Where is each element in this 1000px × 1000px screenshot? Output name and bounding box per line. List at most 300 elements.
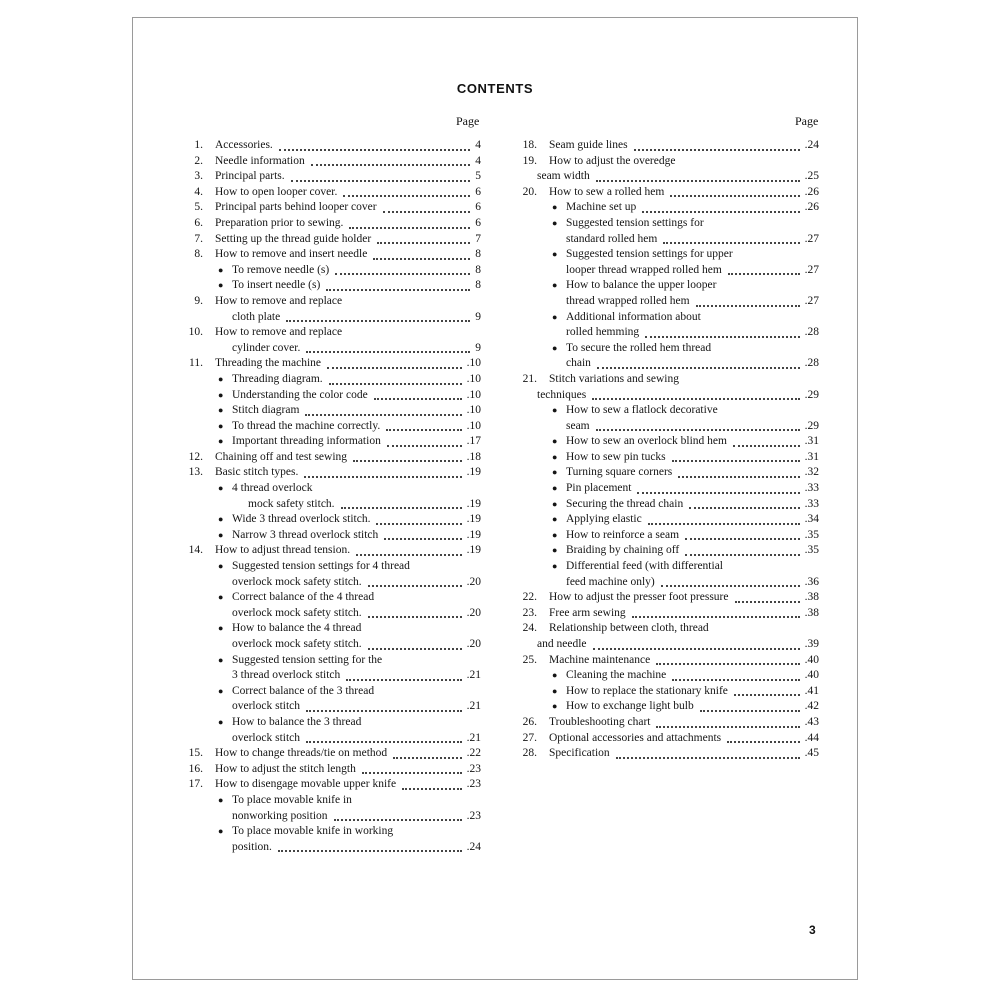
bullet-icon: ●	[218, 436, 224, 447]
dot-leader	[696, 305, 800, 307]
bullet-icon: ●	[218, 514, 224, 525]
toc-entry	[519, 216, 819, 232]
toc-entry-title: How to reinforce a seam	[566, 528, 680, 541]
toc-entry-title: seam width	[537, 170, 590, 183]
toc-entry	[185, 169, 481, 185]
bullet-icon: ●	[552, 311, 558, 322]
dot-leader	[346, 679, 462, 681]
toc-entry	[519, 481, 819, 497]
toc-entry	[185, 746, 481, 762]
toc-entry	[519, 247, 819, 263]
toc-entry-title: Seam guide lines	[549, 139, 628, 151]
toc-entry	[185, 356, 481, 372]
toc-entry	[519, 294, 819, 310]
bullet-icon: ●	[552, 217, 558, 228]
toc-entry-title: thread wrapped rolled hem	[566, 294, 690, 307]
dot-leader	[362, 772, 462, 774]
toc-entry	[185, 232, 481, 248]
toc-entry-page: 6	[474, 200, 481, 216]
toc-entry-page: 5	[474, 169, 481, 185]
toc-entry-title: How to remove and replace	[215, 294, 343, 307]
toc-entry-title: How to balance the 3 thread	[232, 715, 362, 728]
toc-entry-title: Setting up the thread guide holder	[215, 232, 372, 245]
toc-entry-title: overlock mock safety stitch.	[232, 575, 362, 588]
bullet-icon: ●	[552, 280, 558, 291]
toc-entry-number: 12.	[188, 450, 203, 463]
toc-entry-title: Troubleshooting chart	[549, 715, 651, 728]
toc-entry-page: 4	[474, 154, 481, 170]
toc-entry-title: How to balance the upper looper	[566, 279, 717, 292]
dot-leader	[374, 398, 462, 400]
toc-entry	[519, 154, 819, 170]
toc-entry-page: .27	[804, 294, 819, 310]
toc-entry	[185, 200, 481, 216]
toc-entry	[519, 497, 819, 513]
toc-entry-page: .23	[466, 762, 481, 778]
toc-entry-title: Stitch variations and sewing	[549, 372, 679, 385]
toc-entry-page: .31	[804, 450, 819, 466]
toc-entry	[519, 668, 819, 684]
toc-entry-title: Accessories.	[215, 139, 273, 151]
dot-leader	[343, 195, 470, 197]
bullet-icon: ●	[552, 701, 558, 712]
bullet-icon: ●	[552, 249, 558, 260]
toc-entry-title: cylinder cover.	[232, 341, 301, 354]
toc-entry-page: 8	[474, 247, 481, 263]
dot-leader	[376, 523, 462, 525]
toc-entry-number: 16.	[188, 762, 203, 775]
toc-entry	[519, 372, 819, 388]
toc-entry-number: 19.	[522, 154, 537, 167]
toc-entry-page: .39	[804, 637, 819, 653]
toc-entry	[185, 419, 481, 435]
toc-entry-title: Threading the machine	[215, 357, 322, 370]
toc-entry-page: .17	[466, 434, 481, 450]
toc-entry-title: Differential feed (with differential	[566, 560, 723, 573]
toc-entry-title: How to sew a flatlock decorative	[566, 404, 718, 417]
toc-entry	[185, 341, 481, 357]
toc-entry-number: 5.	[194, 201, 203, 214]
toc-entry-title: Relationship between cloth, thread	[549, 622, 709, 635]
toc-entry-title: To thread the machine correctly.	[232, 419, 381, 432]
toc-entry-number: 28.	[522, 747, 537, 760]
dot-leader	[304, 476, 462, 478]
toc-entry-page: 6	[474, 185, 481, 201]
toc-entry-title: To place movable knife in working	[232, 825, 394, 838]
dot-leader	[685, 554, 800, 556]
toc-entry	[185, 481, 481, 497]
toc-entry-number: 13.	[188, 466, 203, 479]
bullet-icon: ●	[552, 202, 558, 213]
toc-entry-page: .21	[466, 731, 481, 747]
dot-leader	[596, 180, 800, 182]
toc-entry	[185, 809, 481, 825]
dot-leader	[616, 757, 800, 759]
toc-entry-page: 6	[474, 216, 481, 232]
dot-leader	[656, 726, 800, 728]
dot-leader	[353, 460, 462, 462]
toc-entry-title: overlock mock safety stitch.	[232, 638, 362, 650]
page-column-header-left: Page	[456, 114, 480, 128]
toc-entry	[185, 278, 481, 294]
toc-entry-page: .24	[804, 138, 819, 154]
bullet-icon: ●	[552, 561, 558, 572]
toc-entry	[185, 372, 481, 388]
dot-leader	[689, 507, 800, 509]
toc-entry	[519, 200, 819, 216]
toc-entry-page: .10	[466, 403, 481, 419]
toc-entry	[519, 559, 819, 575]
toc-entry	[185, 263, 481, 279]
toc-entry	[185, 637, 481, 653]
toc-entry-page: 8	[474, 263, 481, 279]
bullet-icon: ●	[552, 467, 558, 478]
bullet-icon: ●	[218, 826, 224, 837]
dot-leader	[306, 741, 462, 743]
toc-entry	[519, 356, 819, 372]
toc-entry-page: 7	[474, 232, 481, 248]
toc-entry	[185, 138, 481, 154]
toc-entry-page: .25	[804, 169, 819, 185]
dot-leader	[735, 601, 800, 603]
toc-entry	[519, 325, 819, 341]
toc-entry	[519, 746, 819, 762]
toc-entry	[185, 528, 481, 544]
toc-entry	[519, 684, 819, 700]
bullet-icon: ●	[552, 498, 558, 509]
bullet-icon: ●	[552, 685, 558, 696]
toc-entry	[185, 621, 481, 637]
dot-leader	[402, 788, 462, 790]
toc-entry-title: How to change threads/tie on method	[215, 747, 388, 760]
toc-entry-page: .43	[804, 715, 819, 731]
toc-entry-page: .40	[804, 653, 819, 669]
toc-entry	[519, 575, 819, 591]
toc-entry-title: How to replace the stationary knife	[566, 684, 728, 697]
toc-entry-page: .29	[804, 419, 819, 435]
toc-entry-page: .19	[466, 528, 481, 544]
toc-entry-number: 6.	[194, 216, 203, 229]
toc-entry-title: overlock mock safety stitch.	[232, 606, 362, 619]
toc-entry-title: overlock stitch	[232, 731, 301, 744]
toc-entry-title: How to open looper cover.	[215, 185, 338, 198]
toc-entry	[185, 325, 481, 341]
dot-leader	[637, 492, 800, 494]
bullet-icon: ●	[218, 373, 224, 384]
toc-entry-number: 25.	[522, 653, 537, 666]
toc-entry-title: Wide 3 thread overlock stitch.	[232, 513, 371, 526]
toc-entry	[519, 232, 819, 248]
dot-leader	[597, 367, 800, 369]
dot-leader	[645, 336, 800, 338]
toc-entry-title: overlock stitch	[232, 700, 301, 713]
dot-leader	[656, 663, 800, 665]
toc-entry-title: techniques	[537, 388, 587, 401]
toc-entry	[185, 294, 481, 310]
toc-entry	[185, 434, 481, 450]
toc-column-right	[519, 138, 819, 762]
dot-leader	[648, 523, 800, 525]
toc-entry-title: How to sew pin tucks	[566, 450, 666, 463]
dot-leader	[311, 164, 470, 166]
toc-entry-title: Principal parts behind looper cover	[215, 201, 377, 214]
toc-entry-page: 8	[474, 278, 481, 294]
toc-entry-page: .29	[804, 388, 819, 404]
bullet-icon: ●	[218, 685, 224, 696]
dot-leader	[334, 819, 462, 821]
toc-entry	[185, 590, 481, 606]
bullet-icon: ●	[552, 405, 558, 416]
toc-entry-page: .19	[466, 543, 481, 559]
toc-entry-page: .34	[804, 512, 819, 528]
toc-entry	[519, 185, 819, 201]
toc-entry-number: 11.	[189, 357, 203, 370]
toc-entry-title: How to disengage movable upper knife	[215, 778, 397, 791]
toc-entry-title: Machine set up	[566, 201, 637, 214]
toc-entry-title: To place movable knife in	[232, 793, 352, 806]
toc-entry-title: How to adjust the stitch length	[215, 762, 356, 775]
toc-entry-page: .10	[466, 372, 481, 388]
toc-entry-page: .35	[804, 543, 819, 559]
bullet-icon: ●	[218, 420, 224, 431]
toc-entry	[519, 543, 819, 559]
dot-leader	[306, 710, 462, 712]
toc-entry-page: .33	[804, 497, 819, 513]
dot-leader	[596, 429, 800, 431]
bullet-icon: ●	[218, 623, 224, 634]
toc-entry	[519, 653, 819, 669]
toc-entry	[185, 653, 481, 669]
toc-entry-page: .27	[804, 263, 819, 279]
toc-entry-title: How to adjust the overedge	[549, 154, 676, 167]
toc-entry-title: seam	[566, 419, 590, 432]
toc-entry-number: 10.	[188, 326, 203, 339]
toc-entry	[519, 699, 819, 715]
dot-leader	[341, 507, 462, 509]
toc-entry-page: .31	[804, 434, 819, 450]
bullet-icon: ●	[552, 529, 558, 540]
toc-entry	[185, 403, 481, 419]
toc-entry-title: Correct balance of the 4 thread	[232, 591, 375, 604]
toc-entry-title: standard rolled hem	[566, 232, 658, 245]
toc-entry-title: How to remove and replace	[215, 326, 343, 339]
toc-entry-page: .20	[466, 637, 481, 653]
bullet-icon: ●	[218, 592, 224, 603]
bullet-icon: ●	[218, 561, 224, 572]
toc-entry-page: .20	[466, 575, 481, 591]
toc-entry-title: To insert needle (s)	[232, 279, 321, 292]
toc-entry-page: 9	[474, 341, 481, 357]
toc-entry	[519, 341, 819, 357]
dot-leader	[386, 429, 462, 431]
toc-entry-title: looper thread wrapped rolled hem	[566, 263, 722, 276]
dot-leader	[356, 554, 462, 556]
bullet-icon: ●	[552, 451, 558, 462]
toc-entry-title: Chaining off and test sewing	[215, 450, 348, 463]
toc-entry-page: .40	[804, 668, 819, 684]
toc-entry-title: Braiding by chaining off	[566, 544, 680, 557]
toc-entry-title: position.	[232, 840, 272, 853]
dot-leader	[678, 476, 800, 478]
toc-entry	[519, 169, 819, 185]
toc-entry	[185, 793, 481, 809]
toc-entry-title: Understanding the color code	[232, 388, 368, 401]
toc-entry-title: Turning square corners	[566, 466, 673, 479]
toc-entry	[185, 497, 481, 513]
toc-entry-page: .38	[804, 590, 819, 606]
toc-entry-title: Additional information about	[566, 310, 701, 323]
dot-leader	[672, 679, 800, 681]
dot-leader	[728, 273, 800, 275]
toc-entry	[185, 668, 481, 684]
toc-entry-page: .27	[804, 232, 819, 248]
toc-entry-page: .22	[466, 746, 481, 762]
bullet-icon: ●	[552, 342, 558, 353]
toc-entry-page: .36	[804, 575, 819, 591]
toc-entry-page: 9	[474, 310, 481, 326]
toc-entry	[185, 699, 481, 715]
toc-entry-title: How to adjust the presser foot pressure	[549, 591, 729, 604]
bullet-icon: ●	[552, 514, 558, 525]
dot-leader	[634, 149, 800, 151]
toc-entry	[185, 247, 481, 263]
toc-entry-title: Preparation prior to sewing.	[215, 216, 344, 229]
toc-entry-title: Threading diagram.	[232, 372, 323, 385]
toc-entry-title: 3 thread overlock stitch	[232, 669, 341, 682]
toc-entry-title: How to exchange light bulb	[566, 700, 694, 713]
toc-entry-title: Narrow 3 thread overlock stitch	[232, 528, 379, 541]
bullet-icon: ●	[552, 670, 558, 681]
toc-entry	[519, 263, 819, 279]
toc-entry-page: .35	[804, 528, 819, 544]
toc-entry-title: How to remove and insert needle	[215, 248, 368, 261]
toc-entry-page: .19	[466, 465, 481, 481]
dot-leader	[384, 538, 462, 540]
dot-leader	[335, 273, 470, 275]
dot-leader	[592, 398, 800, 400]
dot-leader	[670, 195, 800, 197]
bullet-icon: ●	[218, 794, 224, 805]
toc-entry-title: Suggested tension setting for the	[232, 653, 383, 666]
toc-entry	[185, 512, 481, 528]
bullet-icon: ●	[218, 264, 224, 275]
bullet-icon: ●	[218, 280, 224, 291]
manual-page	[132, 17, 858, 980]
toc-entry-title: Stitch diagram	[232, 404, 300, 417]
toc-entry-page: .44	[804, 731, 819, 747]
dot-leader	[349, 227, 470, 229]
bullet-icon: ●	[218, 483, 224, 494]
dot-leader	[734, 694, 800, 696]
dot-leader	[632, 616, 800, 618]
toc-entry-title: cloth plate	[232, 310, 281, 323]
toc-entry-title: Optional accessories and attachments	[549, 731, 722, 744]
dot-leader	[672, 460, 800, 462]
dot-leader	[642, 211, 800, 213]
toc-entry-number: 2.	[194, 154, 203, 167]
toc-entry-number: 18.	[522, 139, 537, 151]
bullet-icon: ●	[218, 389, 224, 400]
dot-leader	[305, 414, 462, 416]
toc-entry-page: .26	[804, 185, 819, 201]
toc-entry	[519, 388, 819, 404]
toc-entry-page: .10	[466, 388, 481, 404]
toc-entry-title: Needle information	[215, 154, 305, 167]
toc-entry-number: 26.	[522, 715, 537, 728]
toc-entry-page: .19	[466, 512, 481, 528]
toc-entry	[185, 543, 481, 559]
dot-leader	[733, 445, 800, 447]
toc-entry	[519, 512, 819, 528]
toc-entry-title: chain	[566, 357, 591, 370]
toc-entry-title: How to balance the 4 thread	[232, 622, 362, 635]
dot-leader	[393, 757, 462, 759]
bullet-icon: ●	[218, 654, 224, 665]
dot-leader	[329, 383, 462, 385]
toc-entry	[519, 278, 819, 294]
toc-entry-page: .20	[466, 606, 481, 622]
toc-entry	[185, 154, 481, 170]
dot-leader	[368, 648, 462, 650]
toc-entry-title: How to sew a rolled hem	[549, 185, 665, 198]
toc-entry	[185, 777, 481, 793]
toc-entry	[185, 715, 481, 731]
toc-entry-title: Applying elastic	[566, 513, 642, 526]
dot-leader	[306, 351, 470, 353]
dot-leader	[373, 258, 470, 260]
toc-entry-page: .42	[804, 699, 819, 715]
dot-leader	[291, 180, 470, 182]
toc-entry-title: To remove needle (s)	[232, 263, 330, 276]
toc-entry	[519, 606, 819, 622]
toc-entry	[519, 403, 819, 419]
toc-entry-number: 7.	[194, 232, 203, 245]
toc-entry-number: 22.	[522, 591, 537, 604]
toc-entry-title: 4 thread overlock	[232, 482, 313, 495]
toc-entry-title: How to sew an overlock blind hem	[566, 435, 727, 448]
toc-entry-title: Suggested tension settings for upper	[566, 248, 733, 261]
toc-entry-title: Pin placement	[566, 482, 632, 495]
toc-entry	[519, 465, 819, 481]
toc-entry-title: How to adjust thread tension.	[215, 544, 351, 557]
toc-entry-number: 17.	[188, 778, 203, 791]
toc-entry-number: 24.	[522, 622, 537, 635]
toc-entry-title: rolled hemming	[566, 326, 640, 339]
toc-entry	[519, 450, 819, 466]
toc-entry	[185, 684, 481, 700]
toc-entry-number: 9.	[194, 294, 203, 307]
toc-entry	[185, 559, 481, 575]
toc-entry-title: mock safety stitch.	[248, 497, 335, 510]
toc-entry-page: .38	[804, 606, 819, 622]
dot-leader	[327, 367, 462, 369]
toc-entry-page: .33	[804, 481, 819, 497]
toc-entry-page: 4	[474, 138, 481, 154]
toc-entry	[519, 621, 819, 637]
toc-entry	[519, 715, 819, 731]
toc-entry	[185, 840, 481, 856]
toc-entry-page: .23	[466, 809, 481, 825]
bullet-icon: ●	[552, 436, 558, 447]
toc-entry-page: .28	[804, 325, 819, 341]
dot-leader	[661, 585, 800, 587]
toc-entry-title: Cleaning the machine	[566, 669, 667, 682]
toc-entry	[519, 731, 819, 747]
dot-leader	[326, 289, 470, 291]
toc-entry	[185, 216, 481, 232]
toc-entry-title: Principal parts.	[215, 170, 285, 183]
toc-entry-page: .32	[804, 465, 819, 481]
